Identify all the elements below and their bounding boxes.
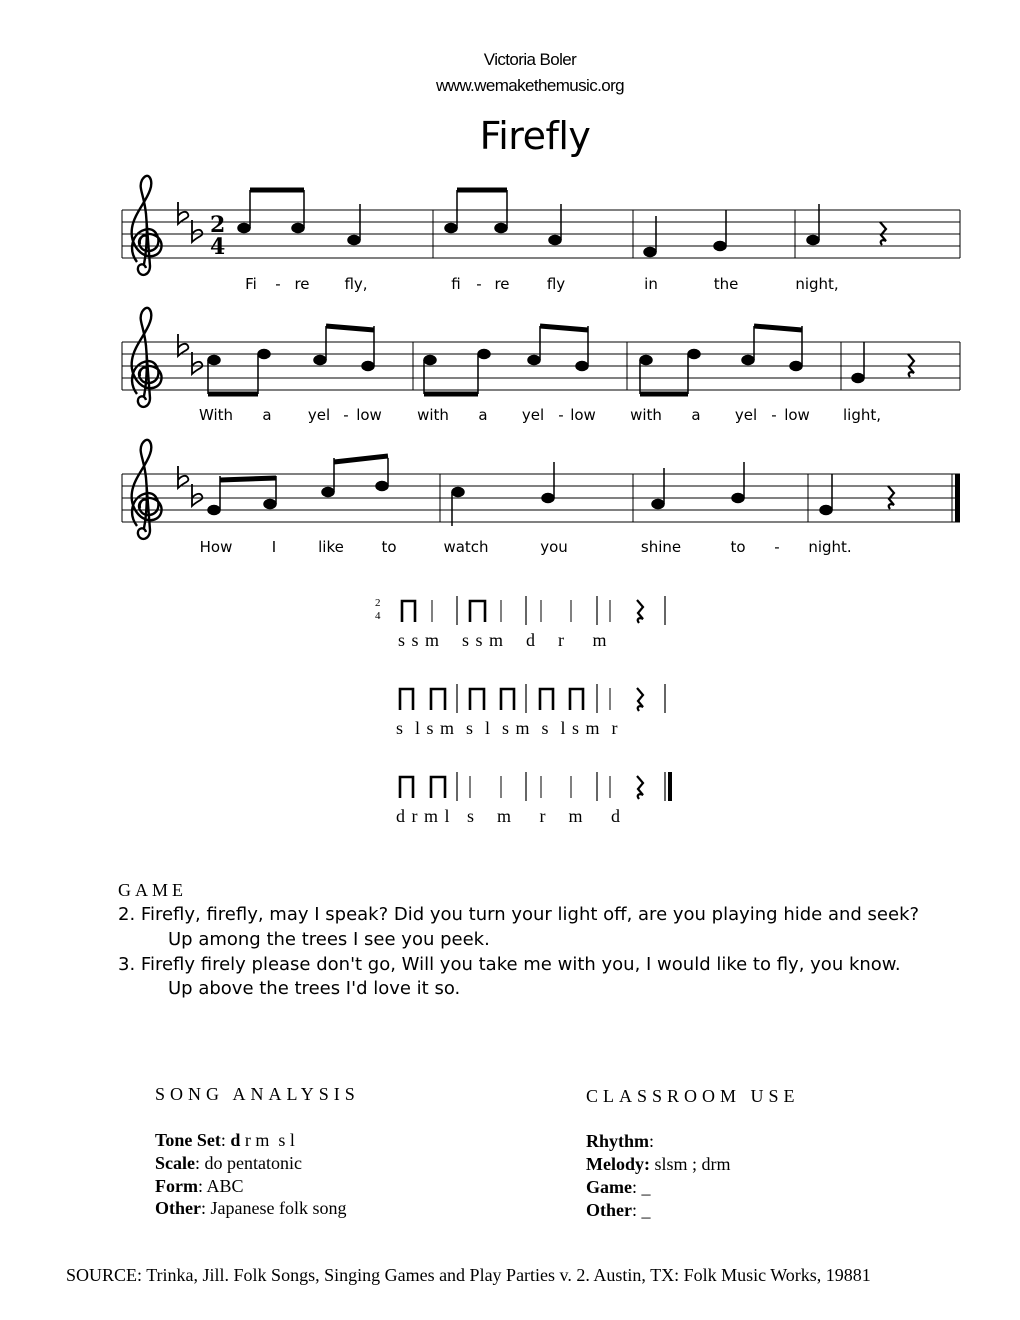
lyric-syllable: with bbox=[417, 406, 449, 424]
source-citation: SOURCE: Trinka, Jill. Folk Songs, Singing Games and Play Parties v. 2. Austin, TX: Folk Music Works, 19881 bbox=[66, 1265, 871, 1285]
lyric-syllable: - bbox=[771, 406, 777, 424]
lyric-syllable: you bbox=[540, 538, 568, 556]
lyric-syllable: fly, bbox=[344, 275, 368, 293]
author-name: Victoria Boler bbox=[483, 50, 577, 69]
lyric-syllable: light, bbox=[842, 406, 882, 424]
game-label: Game bbox=[586, 1177, 632, 1197]
lyric-syllable: to bbox=[730, 538, 746, 556]
lyric-syllable: a bbox=[691, 406, 701, 424]
tone-set-do: d bbox=[230, 1130, 241, 1150]
lyric-syllable: low bbox=[356, 406, 382, 424]
verse-2-line-2: Up among the trees I see you peek. bbox=[168, 929, 490, 950]
svg-text:4: 4 bbox=[375, 610, 381, 622]
staff-system-3 bbox=[122, 440, 960, 539]
lyric-syllable: low bbox=[570, 406, 596, 424]
lyric-syllable: - bbox=[275, 275, 281, 293]
lyric-syllable: - bbox=[476, 275, 482, 293]
lyric-syllable: fi bbox=[451, 275, 461, 293]
lyric-syllable: night. bbox=[808, 538, 852, 556]
lyric-syllable: Fi bbox=[245, 275, 257, 293]
rhythm-label: Rhythm bbox=[586, 1131, 650, 1151]
lyric-syllable: like bbox=[318, 538, 344, 556]
stick-notation bbox=[375, 596, 672, 801]
lyric-syllable: - bbox=[558, 406, 564, 424]
song-analysis-heading: SONG ANALYSIS bbox=[155, 1084, 360, 1104]
form-row: Form: ABC bbox=[155, 1176, 244, 1196]
lyric-syllable: night, bbox=[795, 275, 839, 293]
form-label: Form bbox=[155, 1176, 198, 1196]
melody-value: slsm ; drm bbox=[654, 1154, 731, 1174]
solfege-line-2: s l s m s l s m s l s m r bbox=[396, 718, 619, 738]
classroom-other-value: _ bbox=[641, 1200, 651, 1220]
lyric-syllable: I bbox=[271, 538, 277, 556]
scale-label: Scale bbox=[155, 1153, 195, 1173]
solfege-line-1: s s m s s m d r m bbox=[398, 630, 608, 650]
classroom-other-label: Other bbox=[586, 1200, 632, 1220]
lyric-syllable: shine bbox=[640, 538, 682, 556]
game-row: Game: _ bbox=[586, 1177, 651, 1197]
lyric-syllable: a bbox=[262, 406, 272, 424]
lyric-syllable: a bbox=[478, 406, 488, 424]
other-label: Other bbox=[155, 1198, 201, 1218]
website-url: www.wemakethemusic.org bbox=[435, 76, 625, 95]
lyric-syllable: in bbox=[644, 275, 658, 293]
tone-set-label: Tone Set bbox=[155, 1130, 221, 1150]
svg-text:4: 4 bbox=[210, 234, 226, 260]
lyric-syllable: low bbox=[784, 406, 810, 424]
scale-value: do pentatonic bbox=[204, 1153, 302, 1173]
lyric-syllable: yel bbox=[734, 406, 758, 424]
rhythm-row: Rhythm: bbox=[586, 1131, 655, 1151]
tone-set-row: Tone Set: d r m s l bbox=[155, 1130, 295, 1150]
lyric-syllable: with bbox=[630, 406, 662, 424]
solfege-line-3: d r m l s m r m d bbox=[396, 806, 621, 826]
lyric-syllable: the bbox=[713, 275, 739, 293]
svg-text:2: 2 bbox=[210, 212, 226, 238]
verse-3-line-1: 3. Firefly firely please don't go, Will you take me with you, I would like to fly, you know. bbox=[118, 954, 901, 975]
other-row: Other: Japanese folk song bbox=[155, 1198, 347, 1218]
song-title: Firefly bbox=[479, 114, 591, 158]
staff-system-1 bbox=[122, 176, 960, 275]
melody-label: Melody: bbox=[586, 1154, 650, 1174]
verse-3-line-2: Up above the trees I'd love it so. bbox=[168, 978, 461, 999]
staff-system-2 bbox=[122, 308, 960, 407]
verse-2-line-1: 2. Firefly, firefly, may I speak? Did you turn your light off, are you playing hide and seek? bbox=[118, 904, 920, 925]
melody-row bbox=[586, 1154, 731, 1175]
svg-text:2: 2 bbox=[375, 597, 381, 609]
lyric-syllable: re bbox=[494, 275, 510, 293]
lyric-syllable: How bbox=[199, 538, 233, 556]
lyric-syllable: re bbox=[294, 275, 310, 293]
lyric-syllable: yel bbox=[307, 406, 331, 424]
lyric-syllable: With bbox=[198, 406, 234, 424]
lyric-syllable: yel bbox=[521, 406, 545, 424]
game-heading: GAME bbox=[118, 880, 187, 900]
lyric-syllable: - bbox=[774, 538, 780, 556]
classroom-other-row: Other: _ bbox=[586, 1200, 651, 1220]
lyric-syllable: fly bbox=[546, 275, 566, 293]
other-value: Japanese folk song bbox=[210, 1198, 347, 1218]
game-value: _ bbox=[641, 1177, 651, 1197]
lyric-syllable: to bbox=[381, 538, 397, 556]
tone-set-value: r m s l bbox=[244, 1130, 295, 1150]
form-value: ABC bbox=[206, 1176, 244, 1196]
scale-row: Scale: do pentatonic bbox=[155, 1153, 302, 1173]
lyric-syllable: watch bbox=[443, 538, 489, 556]
classroom-use-heading: CLASSROOM USE bbox=[586, 1086, 800, 1106]
lyric-syllable: - bbox=[343, 406, 349, 424]
